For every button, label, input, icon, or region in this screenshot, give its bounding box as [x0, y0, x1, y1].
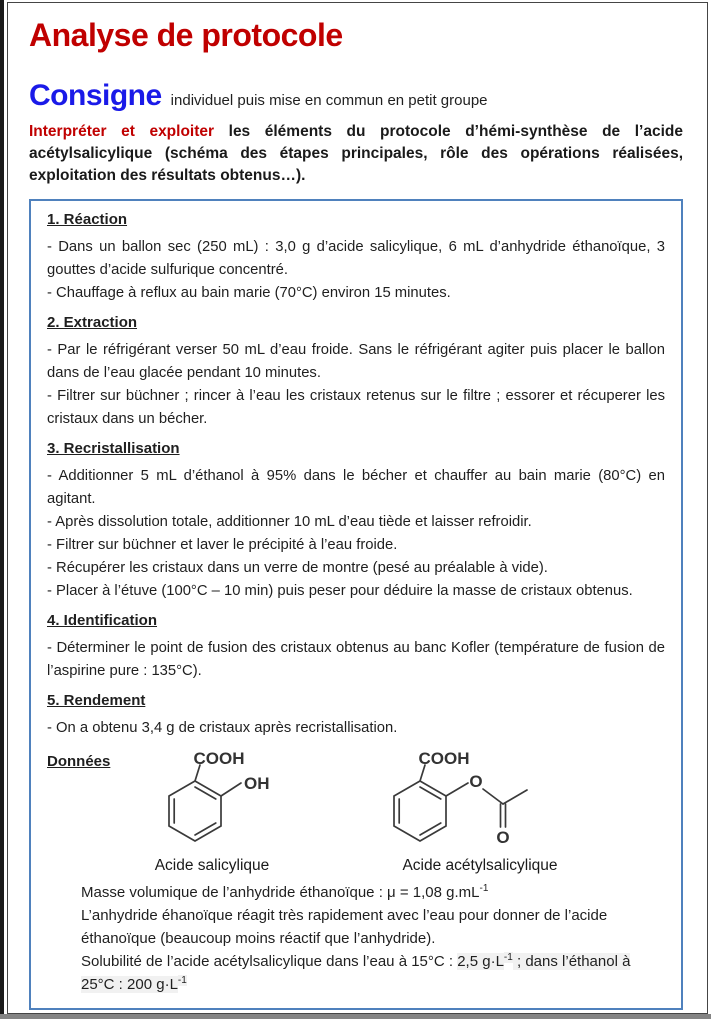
- note-text-segment: 200 g·L: [127, 976, 178, 993]
- cooh-label: COOH: [418, 749, 470, 768]
- benzene-ring: [394, 781, 446, 841]
- consigne-row: [29, 79, 683, 113]
- ester-oxygen-label: O: [469, 772, 483, 791]
- intro-lead-text: Interpréter et exploiter: [29, 123, 215, 140]
- bond-to-oh: [221, 783, 241, 796]
- donnees-heading: Données: [47, 753, 111, 770]
- donnees-note-line: [81, 950, 667, 996]
- note-text-segment: Solubilité de l’acide acétylsalicylique dans l’eau à 15°C :: [81, 953, 458, 970]
- section-heading: 1. Réaction: [47, 211, 128, 228]
- molecule-caption: Acide acétylsalicylique: [402, 857, 558, 874]
- donnees-note-line: [81, 881, 667, 904]
- note-text-segment: ; dans l’éthanol à 25°C :: [81, 953, 631, 993]
- note-text-segment: 2,5 g·L: [457, 953, 504, 970]
- protocol-box: [29, 199, 683, 1010]
- protocol-step: - Additionner 5 mL d’éthanol à 95% dans le bécher et chauffer au bain marie (80°C) en agitant.: [47, 468, 665, 507]
- donnees-notes: [81, 881, 667, 996]
- carbonyl-oxygen-label: O: [496, 828, 510, 847]
- note-text-segment: Masse volumique de l’anhydride éthanoïque : μ = 1,08 g.mL: [81, 884, 480, 901]
- intro-paragraph: [29, 121, 683, 187]
- cooh-label: COOH: [193, 749, 245, 768]
- donnees-section: [47, 749, 665, 875]
- superscript-exponent: -1: [479, 883, 489, 894]
- superscript-exponent: -1: [177, 975, 187, 986]
- bond-o-to-carbonyl: [483, 789, 503, 804]
- section-heading: 5. Rendement: [47, 692, 146, 709]
- protocol-step: - Filtrer sur büchner et laver le précipité à l’eau froide.: [47, 537, 398, 553]
- benzene-ring: [169, 781, 221, 841]
- protocol-step: - Chauffage à reflux au bain marie (70°C) environ 15 minutes.: [47, 285, 451, 301]
- protocol-step: - Filtrer sur büchner ; rincer à l’eau les cristaux retenus sur le filtre ; essorer et récuperer les cristaux dans un bécher.: [47, 388, 665, 427]
- protocol-step: - Déterminer le point de fusion des cristaux obtenus au banc Kofler (température de fusion de l’aspirine pure : 135°C).: [47, 640, 665, 679]
- superscript-exponent: -1: [503, 952, 513, 963]
- protocol-step: - Par le réfrigérant verser 50 mL d’eau froide. Sans le réfrigérant agiter puis placer le ballon dans de l’eau glacée pendant 10 minutes.: [47, 342, 665, 381]
- protocol-step: - Placer à l’étuve (100°C – 10 min) puis peser pour déduire la masse de cristaux obtenus.: [47, 583, 633, 599]
- oh-label: OH: [244, 774, 270, 793]
- intro-rest-text: les éléments du protocole d’hémi-synthèse de l’acide acétylsalicylique (schéma des étapes principales, rôle des opérations réalisées, exploitation des résultats obtenus…).: [29, 123, 683, 184]
- document-page: [7, 2, 708, 1014]
- scan-edge-bottom: [0, 1014, 711, 1019]
- molecule-salicylic-acid: [137, 749, 287, 875]
- section-heading: 3. Recristallisation: [47, 440, 180, 457]
- molecule-acetylsalicylic-acid: [375, 749, 585, 875]
- molecule-figures: [137, 749, 665, 875]
- section-heading: 2. Extraction: [47, 314, 138, 331]
- note-text-segment: L’anhydride éhanoïque réagit très rapidement avec l’eau pour donner de l’acide éthanoïque (beaucoup moins réactif que l’anhydride).: [81, 907, 608, 947]
- double-bond: [195, 823, 216, 835]
- bond-to-ester-o: [446, 783, 468, 796]
- protocol-step: - Récupérer les cristaux dans un verre de montre (pesé au préalable à vide).: [47, 560, 548, 576]
- protocol-step: - Après dissolution totale, additionner 10 mL d’eau tiède et laisser refroidir.: [47, 514, 532, 530]
- donnees-note-line: [81, 904, 667, 950]
- double-bond: [420, 787, 441, 799]
- protocol-step: - On a obtenu 3,4 g de cristaux après recristallisation.: [47, 720, 398, 736]
- consigne-note: individuel puis mise en commun en petit groupe: [170, 92, 488, 109]
- scan-edge-left: [0, 0, 4, 1019]
- molecule-caption: Acide salicylique: [154, 857, 270, 874]
- double-bond: [195, 787, 216, 799]
- consigne-heading: Consigne: [29, 79, 162, 112]
- protocol-sections: [47, 211, 665, 740]
- page-title: Analyse de protocole: [29, 17, 343, 53]
- bond-to-methyl: [503, 790, 527, 804]
- salicylic-acid-structure-image: [137, 749, 287, 855]
- section-heading: 4. Identification: [47, 612, 158, 629]
- double-bond: [420, 823, 441, 835]
- acetylsalicylic-acid-structure-image: [375, 749, 585, 855]
- protocol-step: - Dans un ballon sec (250 mL) : 3,0 g d’acide salicylique, 6 mL d’anhydride éthanoïque, 3 gouttes d’acide sulfurique concentré.: [47, 239, 665, 278]
